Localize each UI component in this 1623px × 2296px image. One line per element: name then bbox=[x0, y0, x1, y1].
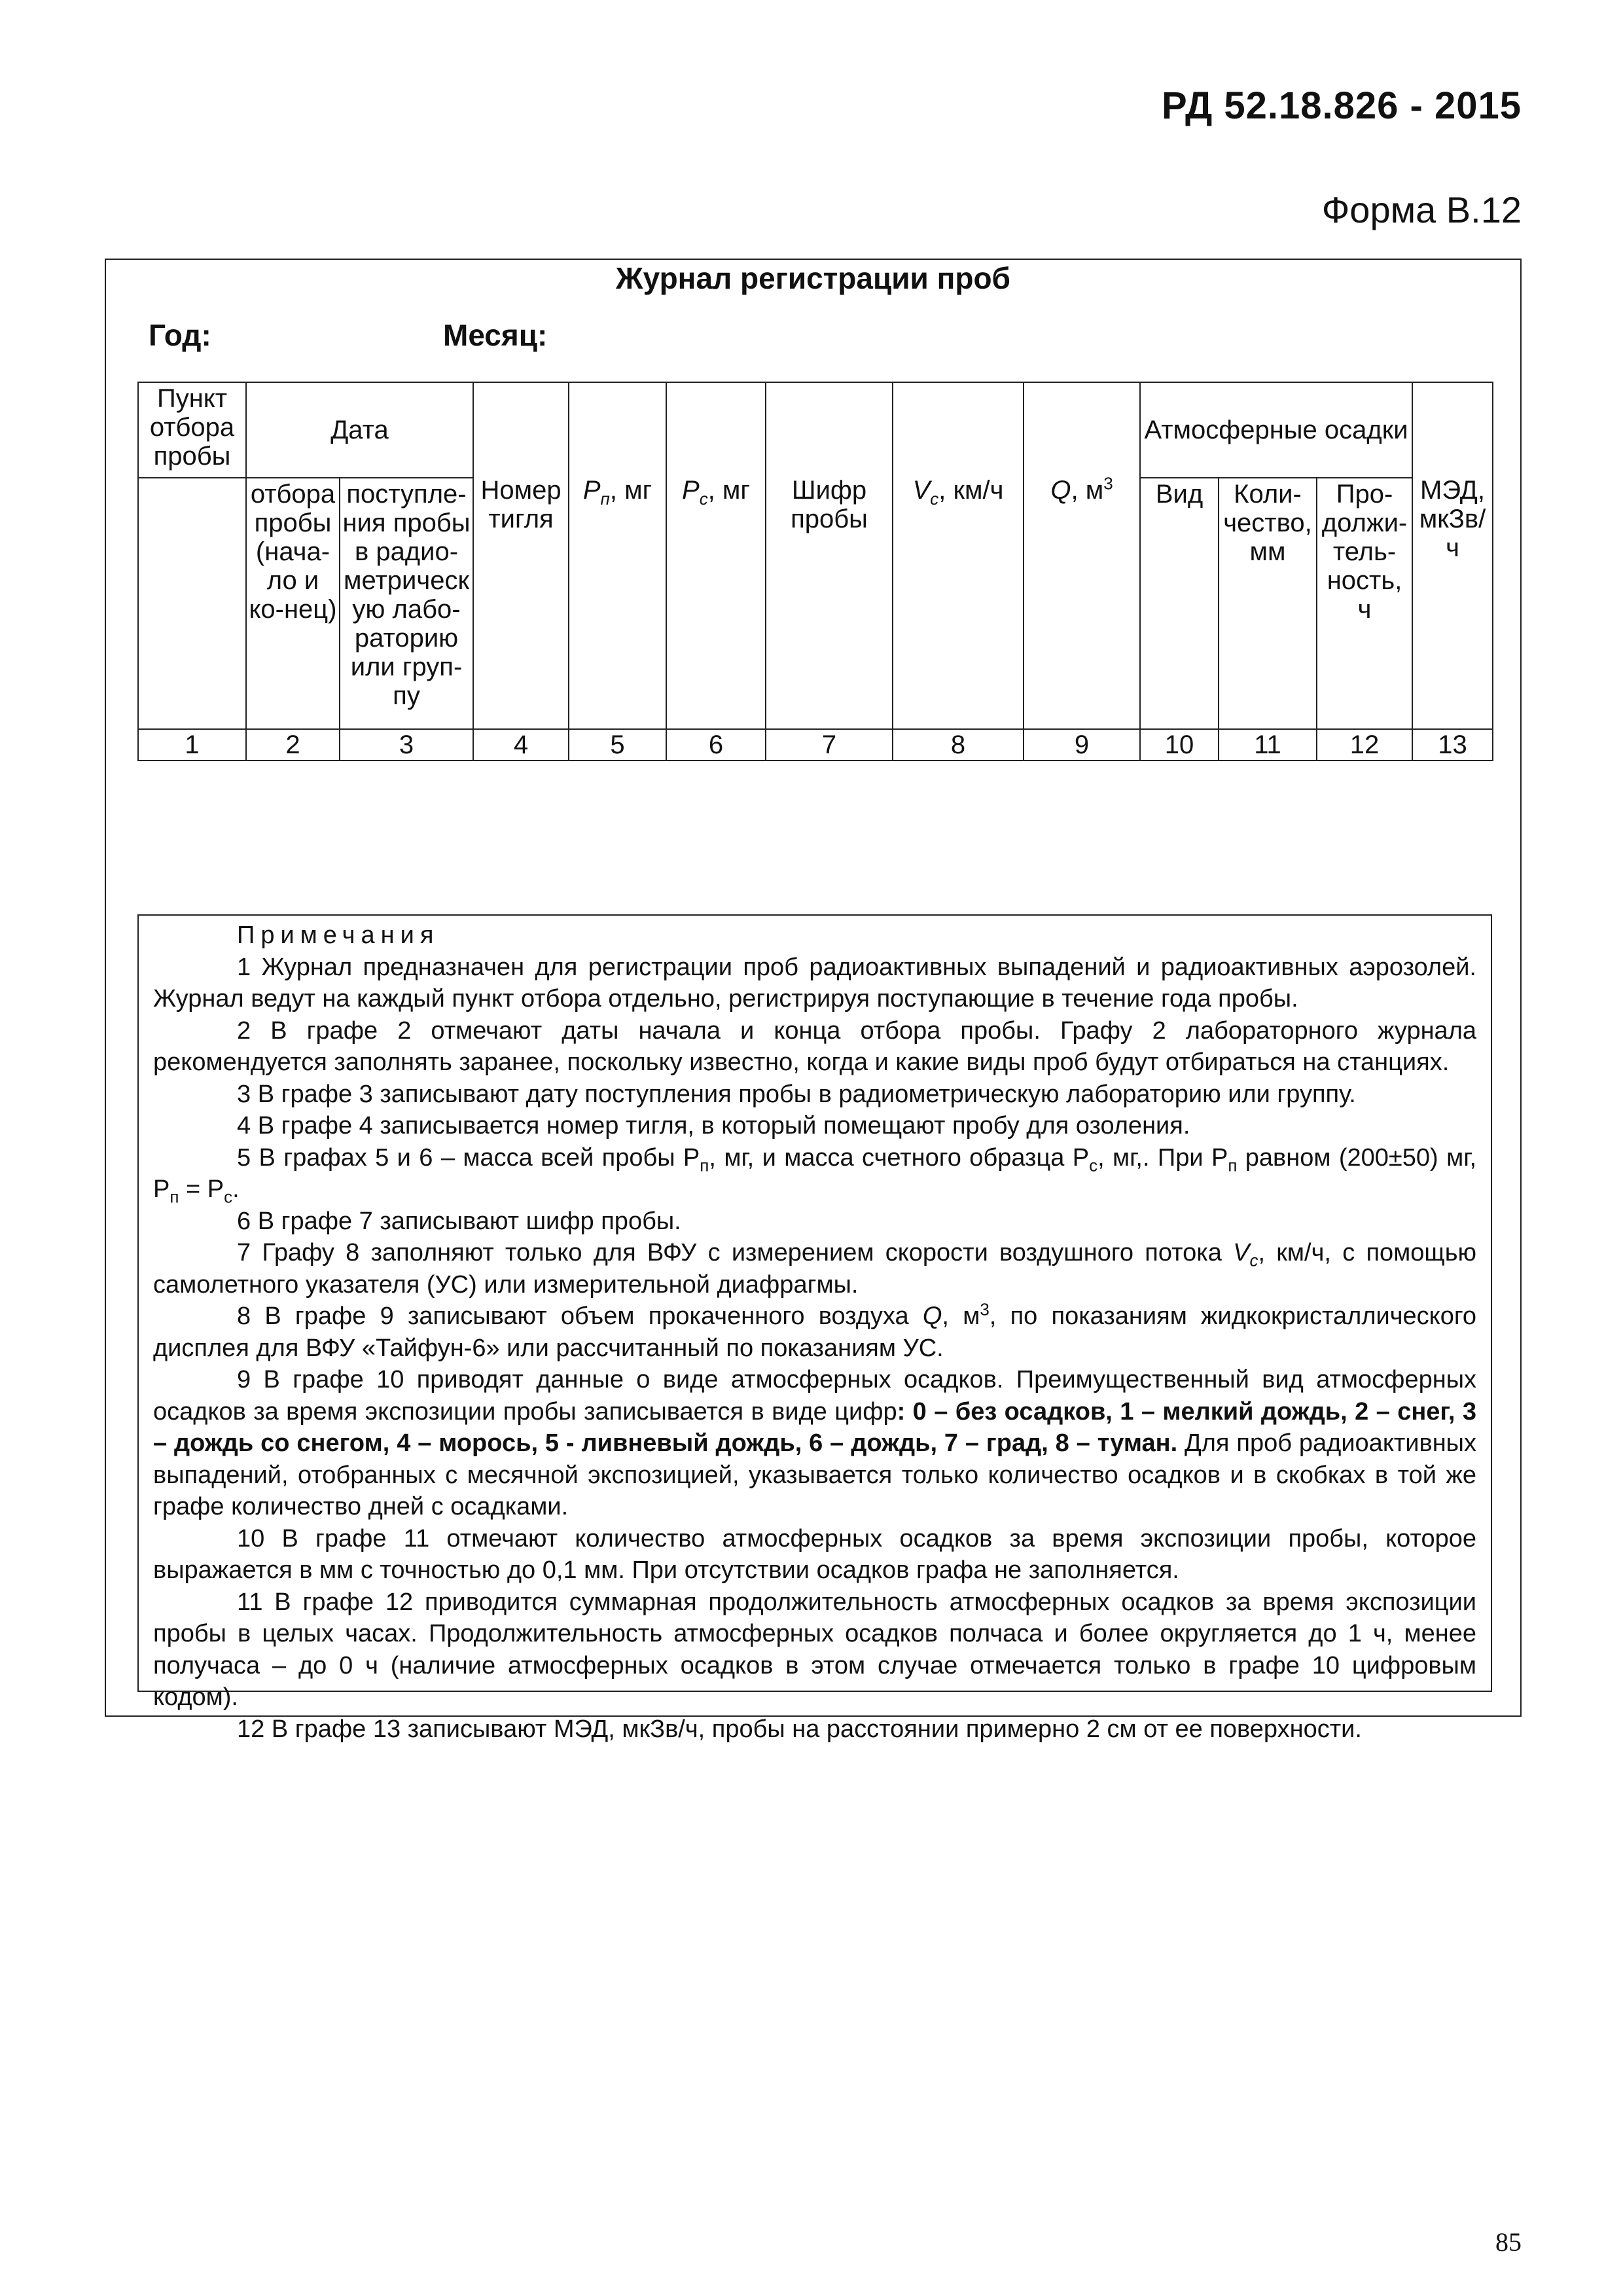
month-label: Месяц: bbox=[443, 318, 548, 352]
column-number: 8 bbox=[893, 729, 1024, 761]
note-5-text: . bbox=[232, 1175, 240, 1203]
note-5-subscript: п bbox=[169, 1187, 179, 1207]
note-5-subscript: с bbox=[1089, 1155, 1098, 1175]
pn-unit: , мг bbox=[609, 476, 652, 505]
volume-label bbox=[1026, 473, 1137, 505]
note-8-symbol: Q bbox=[922, 1302, 942, 1330]
column-number: 5 bbox=[569, 729, 666, 761]
note-8 bbox=[153, 1300, 1476, 1364]
column-number: 10 bbox=[1140, 729, 1219, 761]
col-precip-type-header: Вид bbox=[1140, 478, 1219, 729]
velocity-subscript: с bbox=[930, 489, 939, 509]
notes-heading: Примечания bbox=[237, 922, 440, 949]
column-number: 2 bbox=[246, 729, 340, 761]
note-5-text: = P bbox=[179, 1175, 224, 1203]
note-8-superscript: 3 bbox=[980, 1299, 990, 1319]
column-number: 13 bbox=[1412, 729, 1493, 761]
note-9 bbox=[153, 1364, 1476, 1523]
column-number: 7 bbox=[766, 729, 893, 761]
pn-subscript: п bbox=[600, 489, 610, 509]
note-5-text: 5 В графах 5 и 6 – масса всей пробы P bbox=[237, 1143, 700, 1172]
col-crucible-header bbox=[473, 382, 569, 729]
pc-label bbox=[669, 476, 763, 509]
note-9-codes: : 0 – без осадков, 1 – мелкий дождь, 2 – снег, 3 – дождь со снегом, 4 – морось, 5 - ливневый дождь, 6 – дождь, 7 – град, 8 – туман. bbox=[153, 1397, 1477, 1457]
note-5-subscript: п bbox=[1228, 1155, 1238, 1175]
velocity-symbol: V bbox=[912, 476, 931, 505]
col-velocity-header bbox=[893, 382, 1024, 729]
col-code-header bbox=[766, 382, 893, 729]
column-number: 4 bbox=[473, 729, 569, 761]
dose-label: МЭД, мкЗв/ч bbox=[1419, 476, 1486, 562]
note-5-text: , мг,. При P bbox=[1097, 1143, 1228, 1172]
note-8-text: , по показаниям жидкокристаллического дисплея для ВФУ «Тайфун-6» или рассчитанный по показаниям УС. bbox=[153, 1302, 1476, 1362]
volume-superscript: 3 bbox=[1103, 473, 1113, 493]
year-label: Год: bbox=[149, 318, 211, 352]
pn-label bbox=[571, 476, 664, 509]
col-sampling-point-blank bbox=[138, 478, 246, 729]
document-code: РД 52.18.826 - 2015 bbox=[1161, 84, 1522, 127]
note-7-symbol: V bbox=[1233, 1239, 1250, 1266]
note-9-text: Для проб радиоактивных выпадений, отобранных с месячной экспозицией, указывается только количество осадков и в скобках в той же графе количество дней с осадками. bbox=[153, 1429, 1476, 1520]
note-5-text: равном (200±50) мг, P bbox=[153, 1143, 1476, 1203]
note-2: 2 В графе 2 отмечают даты начала и конца отбора пробы. Графу 2 лабораторного журнала рекомендуется заполнять заранее, поскольку известно, когда и какие виды проб будут отбираться на станциях. bbox=[153, 1016, 1476, 1076]
pn-symbol: P bbox=[582, 476, 601, 505]
page-number: 85 bbox=[1495, 2227, 1522, 2257]
pc-unit: , мг bbox=[707, 476, 751, 505]
velocity-unit: , км/ч bbox=[938, 476, 1004, 505]
col-dose-header bbox=[1412, 382, 1493, 729]
registration-table bbox=[137, 382, 1493, 761]
notes-section bbox=[137, 914, 1492, 1743]
col-date-group-header: Дата bbox=[246, 382, 473, 478]
note-5-text: , мг, и масса счетного образца P bbox=[709, 1143, 1090, 1172]
note-8-text: , м bbox=[942, 1302, 980, 1330]
col-volume-header bbox=[1024, 382, 1140, 729]
note-12: 12 В графе 13 записывают МЭД, мкЗв/ч, пробы на расстоянии примерно 2 см от ее поверхности. bbox=[237, 1715, 1362, 1743]
note-3: 3 В графе 3 записывают дату поступления пробы в радиометрическую лабораторию или группу. bbox=[237, 1080, 1356, 1108]
pc-subscript: с bbox=[699, 489, 708, 509]
column-number: 12 bbox=[1317, 729, 1412, 761]
column-number: 11 bbox=[1219, 729, 1317, 761]
note-5-subscript: с bbox=[224, 1187, 233, 1207]
column-number: 6 bbox=[666, 729, 766, 761]
pc-symbol: P bbox=[682, 476, 700, 505]
volume-unit: , м bbox=[1071, 476, 1104, 505]
note-1: 1 Журнал предназначен для регистрации проб радиоактивных выпадений и радиоактивных аэрозолей. Журнал ведут на каждый пункт отбора отдельно, регистрируя поступающие в течение года пробы. bbox=[153, 953, 1476, 1013]
col-sampling-point-header: Пункт отбора пробы bbox=[138, 382, 246, 478]
crucible-label: Номер тигля bbox=[480, 476, 562, 533]
note-4: 4 В графе 4 записывается номер тигля, в который помещают пробу для озоления. bbox=[237, 1112, 1190, 1139]
note-10: 10 В графе 11 отмечают количество атмосферных осадков за время экспозиции пробы, которое выражается в мм с точностью до 0,1 мм. При отсутствии осадков графа не заполняется. bbox=[153, 1524, 1476, 1584]
column-number: 9 bbox=[1024, 729, 1140, 761]
form-identifier: Форма В.12 bbox=[1321, 189, 1522, 230]
velocity-label bbox=[895, 476, 1021, 509]
column-number: 1 bbox=[138, 729, 246, 761]
note-5-subscript: п bbox=[700, 1155, 709, 1175]
note-7-text: 7 Графу 8 заполняют только для ВФУ с измерением скорости воздушного потока bbox=[237, 1239, 1234, 1266]
note-7-subscript: с bbox=[1249, 1250, 1258, 1270]
volume-symbol: Q bbox=[1050, 476, 1071, 505]
col-precip-duration-header: Про-должи-тель-ность, ч bbox=[1317, 478, 1412, 729]
note-7 bbox=[153, 1237, 1476, 1300]
col-precip-amount-header: Коли-чество, мм bbox=[1219, 478, 1317, 729]
form-frame bbox=[105, 259, 1522, 1743]
note-7-text: , км/ч, с помощью самолетного указателя (УС) или измерительной диафрагмы. bbox=[153, 1239, 1476, 1299]
note-9-text: 9 В графе 10 приводят данные о виде атмосферных осадков. Преимущественный вид атмосферных осадков за время экспозиции пробы записывается в виде цифр bbox=[153, 1366, 1476, 1426]
col-date-sampling-header: отбора пробы (нача-ло и ко-нец) bbox=[246, 478, 340, 729]
journal-title: Журнал регистрации проб bbox=[616, 261, 1010, 295]
note-5 bbox=[153, 1142, 1476, 1206]
col-pc-header bbox=[666, 382, 766, 729]
col-pn-header bbox=[569, 382, 666, 729]
col-date-receipt-header: поступле-ния пробы в радио-метрическ ую лабо-раторию или груп-пу bbox=[340, 478, 473, 729]
note-6: 6 В графе 7 записывают шифр пробы. bbox=[237, 1207, 681, 1235]
note-8-text: 8 В графе 9 записывают объем прокаченного воздуха bbox=[237, 1302, 923, 1330]
code-label: Шифр пробы bbox=[791, 476, 868, 533]
column-number: 3 bbox=[340, 729, 473, 761]
col-precip-group-header: Атмосферные осадки bbox=[1140, 382, 1412, 478]
note-11: 11 В графе 12 приводится суммарная продолжительность атмосферных осадков за время экспозиции пробы в целых часах. Продолжительность атмосферных осадков полчаса и более округляется до 1 ч, менее получаса – до 0 ч (наличие атмосферных осадков в этом случае отмечается только в графе 10 цифровым кодом). bbox=[153, 1588, 1476, 1711]
